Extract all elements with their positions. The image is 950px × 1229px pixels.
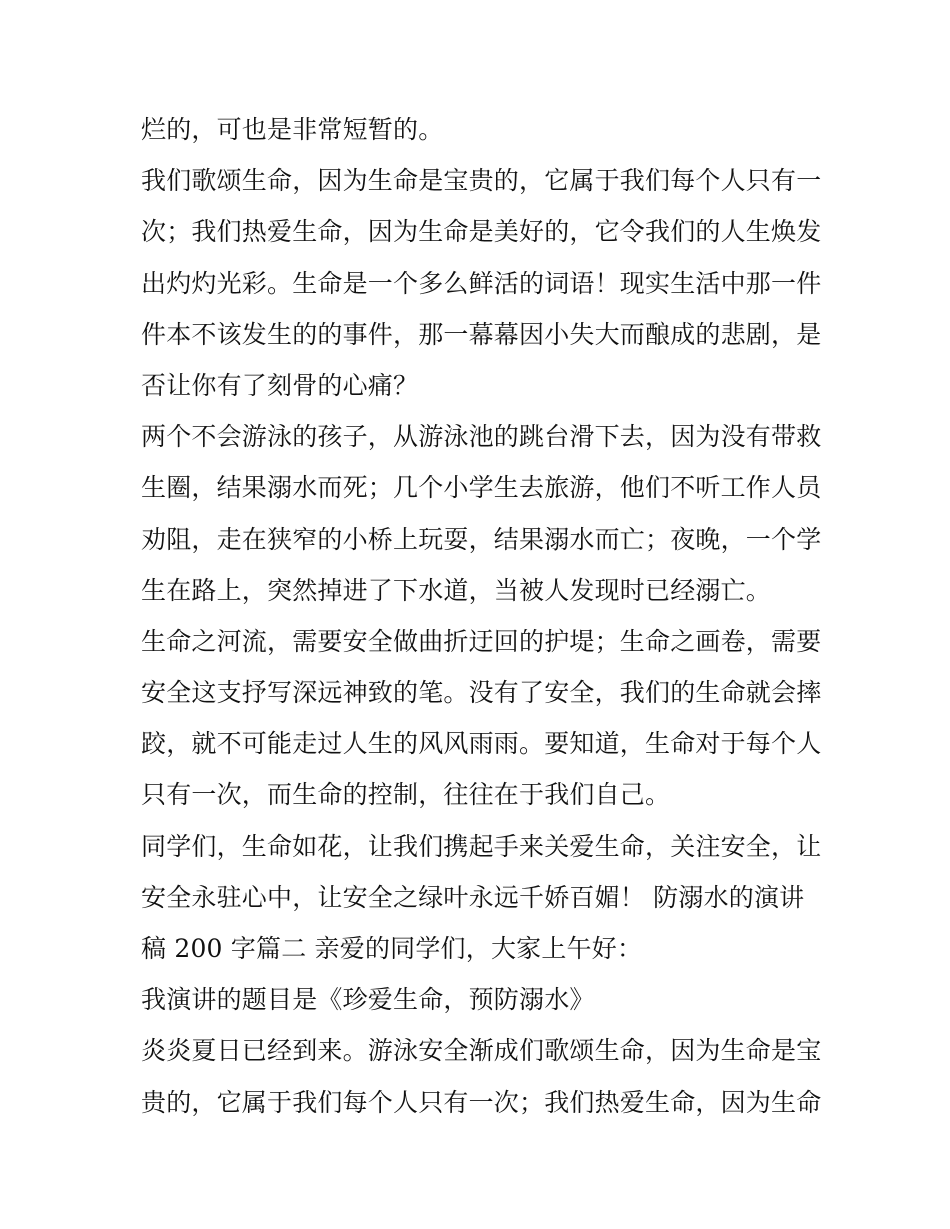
text-line: 安全这支抒写深远神致的笔。没有了安全，我们的生命就会摔 xyxy=(141,678,822,708)
text-line: 稿 200 字篇二 亲爱的同学们，大家上午好： xyxy=(141,934,643,963)
text-line: 出灼灼光彩。生命是一个多么鲜活的词语！现实生活中那一件 xyxy=(141,268,822,298)
text-line: 生命之河流，需要安全做曲折迂回的护堤；生命之画卷，需要 xyxy=(141,626,822,656)
text-line: 我们歌颂生命，因为生命是宝贵的，它属于我们每个人只有一 xyxy=(141,166,822,196)
text-line: 炎炎夏日已经到来。游泳安全渐成们歌颂生命，因为生命是宝 xyxy=(141,1036,822,1066)
text-line: 件本不该发生的的事件，那一幕幕因小失大而酿成的悲剧，是 xyxy=(141,319,822,349)
text-line: 跤，就不可能走过人生的风风雨雨。要知道，生命对于每个人 xyxy=(141,729,822,759)
text-line: 安全永驻心中，让安全之绿叶永远千娇百媚！ 防溺水的演讲 xyxy=(141,882,805,912)
text-line: 否让你有了刻骨的心痛？ xyxy=(141,370,419,400)
text-line: 生在路上，突然掉进了下水道，当被人发现时已经溺亡。 xyxy=(141,575,772,605)
document-page xyxy=(141,108,822,1132)
text-line: 两个不会游泳的孩子，从游泳池的跳台滑下去，因为没有带救 xyxy=(141,422,822,452)
text-line: 贵的，它属于我们每个人只有一次；我们热爱生命，因为生命 xyxy=(141,1087,822,1117)
text-line: 只有一次，而生命的控制，往往在于我们自己。 xyxy=(141,780,671,810)
text-line: 劝阻，走在狭窄的小桥上玩耍，结果溺水而亡；夜晚，一个学 xyxy=(141,524,822,554)
text-line: 生圈，结果溺水而死；几个小学生去旅游，他们不听工作人员 xyxy=(141,473,822,503)
text-line: 烂的，可也是非常短暂的。 xyxy=(141,115,444,144)
text-line: 我演讲的题目是《珍爱生命，预防溺水》 xyxy=(141,985,595,1015)
text-line: 同学们，生命如花，让我们携起手来关爱生命，关注安全，让 xyxy=(141,831,822,861)
text-line: 次；我们热爱生命，因为生命是美好的，它令我们的人生焕发 xyxy=(141,217,822,247)
